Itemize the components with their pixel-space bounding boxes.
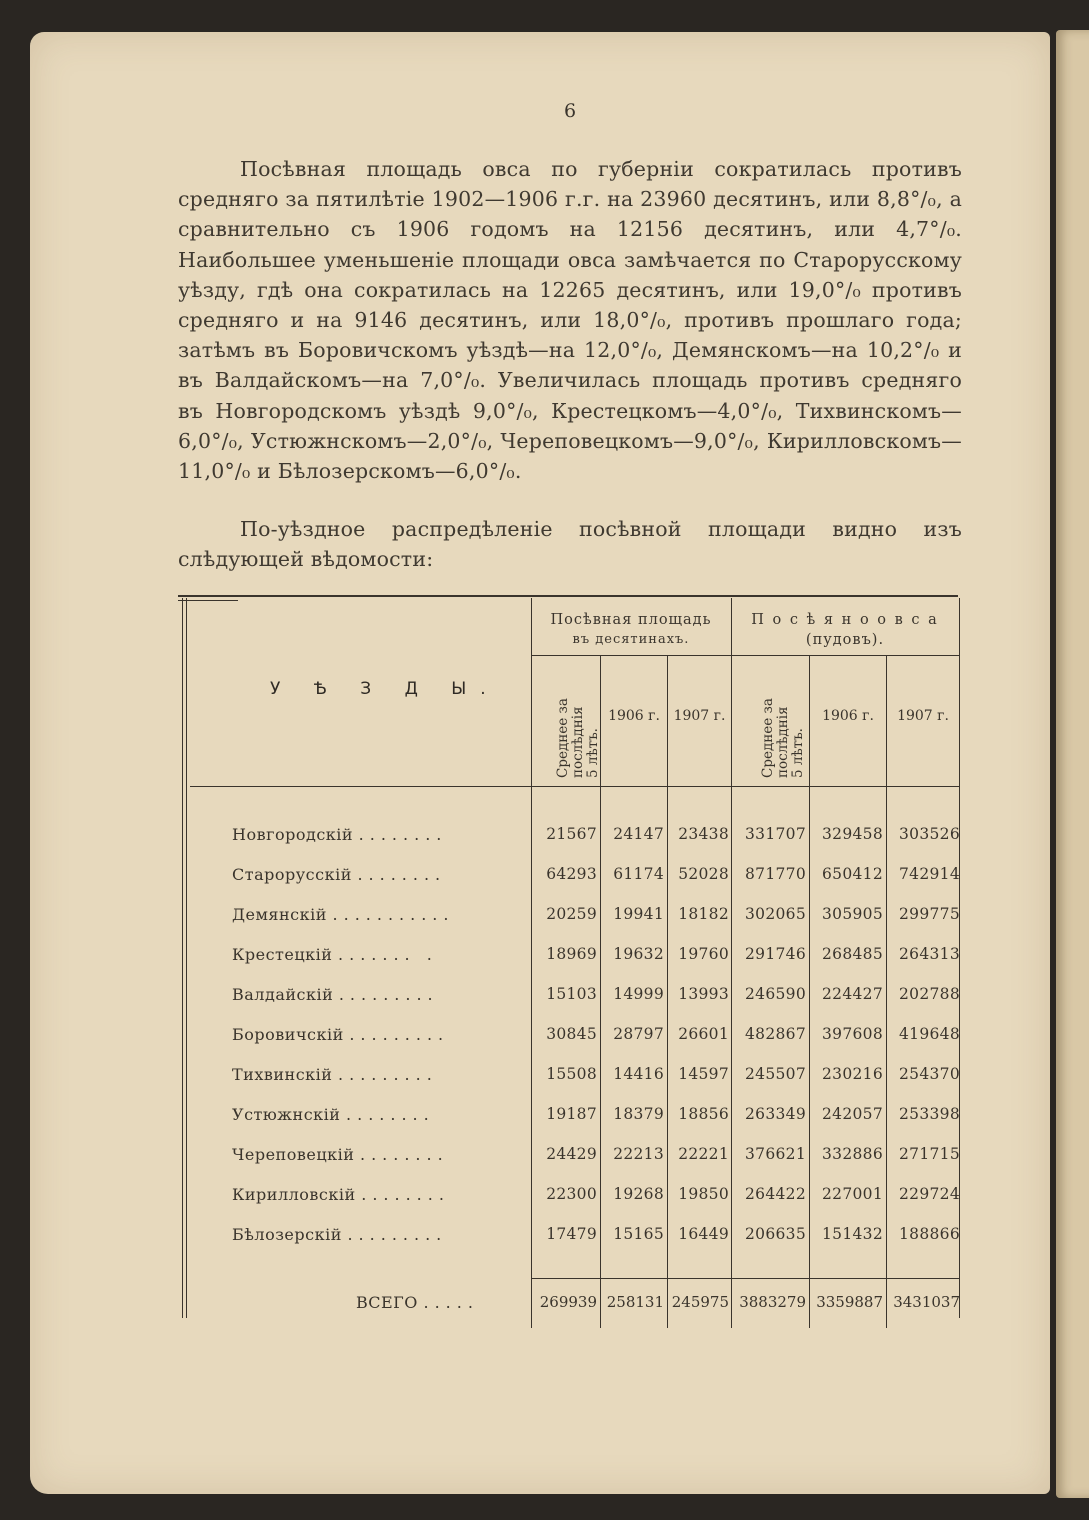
avg-header-area bbox=[556, 668, 601, 778]
district-name-text: Крестецкій bbox=[232, 945, 339, 964]
cell-area-1906: 14999 bbox=[613, 985, 664, 1003]
avg-header-line2: послѣднія bbox=[775, 706, 791, 778]
cell-sown-1906: 3359887 bbox=[816, 1293, 883, 1311]
district-name bbox=[232, 945, 532, 964]
cell-sown-1906: 224427 bbox=[822, 985, 883, 1003]
district-name bbox=[356, 1293, 536, 1312]
cell-sown-1907: 3431037 bbox=[893, 1293, 960, 1311]
district-name-text: Новгородскій bbox=[232, 825, 359, 844]
district-name-text: Валдайскій bbox=[232, 985, 339, 1004]
cell-area-1906: 15165 bbox=[613, 1225, 664, 1243]
cell-sown-1907: 202788 bbox=[899, 985, 960, 1003]
cell-area-1907: 22221 bbox=[678, 1145, 729, 1163]
cell-sown-1906: 230216 bbox=[822, 1065, 883, 1083]
cell-avg-area: 30845 bbox=[546, 1025, 597, 1043]
cell-avg-area: 20259 bbox=[546, 905, 597, 923]
leader-dots: ......... bbox=[347, 1225, 448, 1244]
cell-avg-area: 17479 bbox=[546, 1225, 597, 1243]
district-name-text: Боровичскій bbox=[232, 1025, 350, 1044]
cell-sown-1906: 332886 bbox=[822, 1145, 883, 1163]
cell-sown-1906: 650412 bbox=[822, 865, 883, 883]
cell-avg-sown: 264422 bbox=[745, 1185, 806, 1203]
cell-area-1907: 13993 bbox=[678, 985, 729, 1003]
leader-dots: ........ bbox=[358, 825, 448, 844]
cell-sown-1907: 188866 bbox=[899, 1225, 960, 1243]
cell-avg-area: 21567 bbox=[546, 825, 597, 843]
group-header-area-line1: Посѣвная площадь bbox=[550, 612, 712, 628]
cell-area-1907: 18182 bbox=[678, 905, 729, 923]
cell-sown-1906: 329458 bbox=[822, 825, 883, 843]
year-header-1906: 1906 г. bbox=[822, 708, 874, 724]
cell-area-1906: 18379 bbox=[613, 1105, 664, 1123]
cell-avg-area: 64293 bbox=[546, 865, 597, 883]
cell-avg-sown: 482867 bbox=[745, 1025, 806, 1043]
cell-sown-1907: 303526 bbox=[899, 825, 960, 843]
cell-avg-area: 15103 bbox=[546, 985, 597, 1003]
cell-area-1907: 23438 bbox=[678, 825, 729, 843]
cell-avg-sown: 331707 bbox=[745, 825, 806, 843]
page-number: 6 bbox=[563, 100, 577, 122]
cell-area-1906: 22213 bbox=[613, 1145, 664, 1163]
avg-header-line3: 5 лѣтъ. bbox=[585, 728, 601, 778]
leader-dots: ......... bbox=[338, 985, 439, 1004]
leader-dots: ........ bbox=[361, 1185, 450, 1204]
district-name-text: Старорусскій bbox=[232, 865, 358, 884]
district-name bbox=[232, 1025, 532, 1044]
paragraph-table-intro: По-уѣздное распредѣленіе посѣвной площади видно изъ слѣдующей вѣдомости: bbox=[178, 517, 962, 572]
district-name-text: Устюжнскій bbox=[232, 1105, 347, 1124]
district-name-text: Демянскій bbox=[232, 905, 333, 924]
table-top-rule bbox=[178, 595, 958, 597]
year-header-1906: 1906 г. bbox=[608, 708, 660, 724]
cell-sown-1906: 305905 bbox=[822, 905, 883, 923]
cell-avg-area: 269939 bbox=[539, 1293, 597, 1311]
avg-header-line1: Среднее за bbox=[760, 698, 776, 778]
cell-avg-sown: 245507 bbox=[745, 1065, 806, 1083]
year-header-1907: 1907 г. bbox=[897, 708, 949, 724]
cell-sown-1906: 397608 bbox=[822, 1025, 883, 1043]
leader-dots: ........ bbox=[359, 1145, 449, 1164]
district-name-text: Череповецкій bbox=[232, 1145, 360, 1164]
group-header-area-line2: въ десятинахъ. bbox=[572, 632, 690, 647]
table-left-border bbox=[182, 598, 183, 1318]
cell-area-1907: 18856 bbox=[678, 1105, 729, 1123]
cell-sown-1907: 264313 bbox=[899, 945, 960, 963]
group-header-sown bbox=[731, 610, 959, 650]
cell-area-1907: 245975 bbox=[671, 1293, 729, 1311]
district-name bbox=[232, 1105, 532, 1124]
leader-dots: ......... bbox=[338, 1065, 438, 1084]
year-header-1907: 1907 г. bbox=[673, 708, 726, 724]
cell-avg-area: 18969 bbox=[546, 945, 597, 963]
cell-area-1907: 19850 bbox=[678, 1185, 729, 1203]
cell-sown-1907: 271715 bbox=[899, 1145, 960, 1163]
paragraph-oats-area: Посѣвная площадь овса по губерніи сократилась противъ средняго за пятилѣтіе 1902—1906 г.г. на 23960 десятинъ, или 8,8°/₀, а сравнительно съ 1906 годомъ на 12156 десятинъ, или 4,7°/₀. Наибольшее уменьшеніе площади овса замѣчается по Старорусскому уѣзду, гдѣ она сократилась на 12265 десятинъ, или 19,0°/₀ противъ средняго и на 9146 десятинъ, или 18,0°/₀, противъ прошлаго года; затѣмъ въ Боровичскомъ уѣздѣ—на 12,0°/₀, Демянскомъ—на 10,2°/₀ и въ Валдайскомъ—на 7,0°/₀. Увеличилась площадь противъ средняго въ Новгородскомъ уѣздѣ 9,0°/₀, Крестецкомъ—4,0°/₀, Тихвинскомъ—6,0°/₀, Устюжнскомъ—2,0°/₀, Череповецкомъ—9,0°/₀, Кирилловскомъ—11,0°/₀ и Бѣлозерскомъ—6,0°/₀. bbox=[178, 157, 962, 484]
district-name-text: Тихвинскій bbox=[232, 1065, 339, 1084]
district-name bbox=[232, 1145, 532, 1164]
avg-header-line3: 5 лѣтъ. bbox=[790, 728, 806, 778]
avg-header-line1: Среднее за bbox=[555, 698, 571, 778]
district-name bbox=[232, 1065, 532, 1084]
cell-area-1906: 28797 bbox=[613, 1025, 664, 1043]
cell-avg-sown: 291746 bbox=[745, 945, 806, 963]
district-name-text: ВСЕГО bbox=[356, 1293, 424, 1312]
leader-dots: ..... bbox=[423, 1293, 479, 1312]
district-name bbox=[232, 865, 532, 884]
district-name bbox=[232, 1225, 532, 1244]
cell-area-1907: 16449 bbox=[678, 1225, 729, 1243]
group-header-sown-line2: (пудовъ). bbox=[805, 632, 885, 648]
cell-sown-1907: 299775 bbox=[899, 905, 960, 923]
group-header-sown-line1: П о с ѣ я н о о в с а bbox=[751, 612, 939, 628]
cell-area-1906: 61174 bbox=[613, 865, 664, 883]
cell-area-1907: 19760 bbox=[678, 945, 729, 963]
cell-avg-area: 22300 bbox=[546, 1185, 597, 1203]
cell-area-1906: 19941 bbox=[613, 905, 664, 923]
table-top-rule-short bbox=[178, 600, 238, 601]
leader-dots: ........ bbox=[346, 1105, 435, 1124]
district-name-text: Кирилловскій bbox=[232, 1185, 362, 1204]
table-group-rule bbox=[531, 655, 959, 656]
leader-dots: ....... . bbox=[338, 945, 438, 964]
avg-header-sown bbox=[761, 668, 806, 778]
cell-avg-sown: 302065 bbox=[745, 905, 806, 923]
adjacent-page-edge bbox=[1056, 30, 1089, 1498]
group-header-area bbox=[531, 610, 731, 650]
cell-sown-1907: 254370 bbox=[899, 1065, 960, 1083]
cell-sown-1907: 742914 bbox=[899, 865, 960, 883]
cell-sown-1907: 229724 bbox=[899, 1185, 960, 1203]
avg-header-line2: послѣднія bbox=[570, 706, 586, 778]
cell-area-1906: 19632 bbox=[613, 945, 664, 963]
district-name-text: Бѣлозерскій bbox=[232, 1225, 348, 1244]
table-left-border-inner bbox=[186, 598, 187, 1318]
cell-avg-area: 15508 bbox=[546, 1065, 597, 1083]
cell-avg-sown: 871770 bbox=[745, 865, 806, 883]
stub-header: У Ѣ З Д Ы. bbox=[270, 679, 500, 699]
cell-area-1906: 24147 bbox=[613, 825, 664, 843]
cell-avg-sown: 3883279 bbox=[739, 1293, 806, 1311]
table-col-divider bbox=[731, 598, 732, 1328]
cell-area-1906: 258131 bbox=[606, 1293, 664, 1311]
cell-area-1906: 19268 bbox=[613, 1185, 664, 1203]
leader-dots: ........ bbox=[357, 865, 447, 884]
cell-avg-sown: 206635 bbox=[745, 1225, 806, 1243]
cell-avg-sown: 376621 bbox=[745, 1145, 806, 1163]
district-name bbox=[232, 1185, 532, 1204]
cell-sown-1906: 242057 bbox=[822, 1105, 883, 1123]
leader-dots: ........... bbox=[332, 905, 455, 924]
district-name bbox=[232, 985, 532, 1004]
cell-sown-1907: 253398 bbox=[899, 1105, 960, 1123]
cell-sown-1907: 419648 bbox=[899, 1025, 960, 1043]
cell-sown-1906: 268485 bbox=[822, 945, 883, 963]
cell-avg-sown: 263349 bbox=[745, 1105, 806, 1123]
leader-dots: ......... bbox=[349, 1025, 450, 1044]
table-header-bottom-rule bbox=[190, 786, 959, 787]
cell-area-1907: 26601 bbox=[678, 1025, 729, 1043]
district-name bbox=[232, 905, 532, 924]
cell-avg-area: 19187 bbox=[546, 1105, 597, 1123]
cell-area-1907: 52028 bbox=[678, 865, 729, 883]
cell-sown-1906: 227001 bbox=[822, 1185, 883, 1203]
cell-sown-1906: 151432 bbox=[822, 1225, 883, 1243]
cell-avg-sown: 246590 bbox=[745, 985, 806, 1003]
cell-area-1907: 14597 bbox=[678, 1065, 729, 1083]
district-name bbox=[232, 825, 532, 844]
table-total-rule bbox=[531, 1278, 959, 1279]
cell-avg-area: 24429 bbox=[546, 1145, 597, 1163]
cell-area-1906: 14416 bbox=[613, 1065, 664, 1083]
